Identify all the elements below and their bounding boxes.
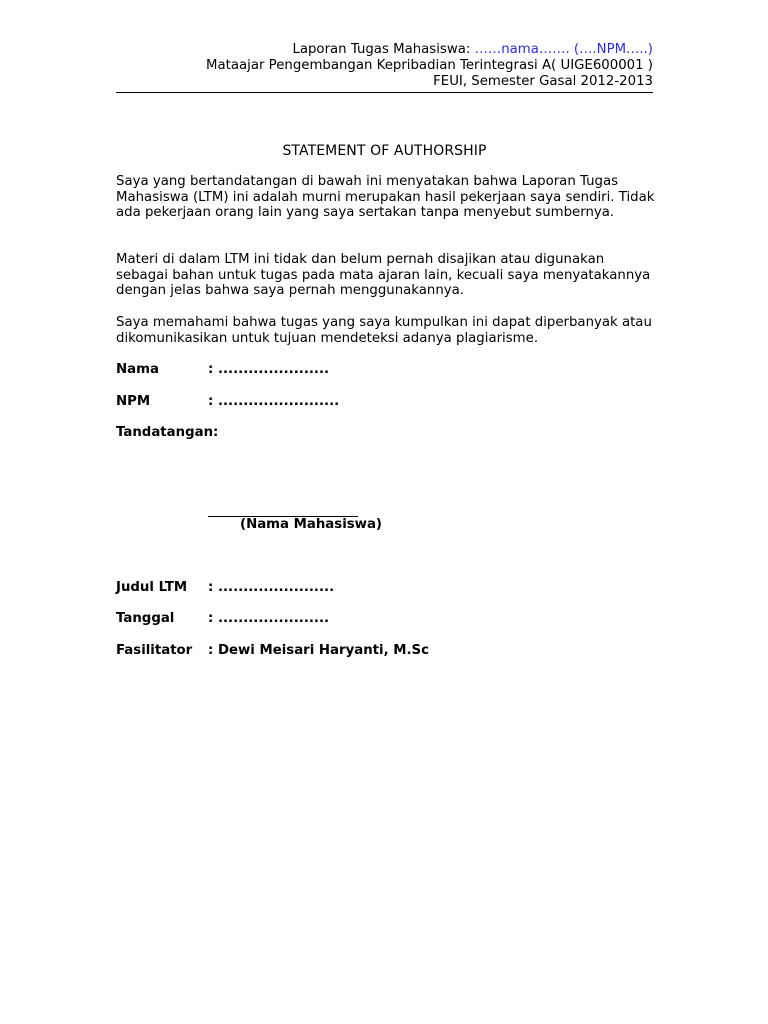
header-report-label: Laporan Tugas Mahasiswa: (292, 42, 475, 57)
field-fasilitator (116, 643, 429, 659)
field-judul-label: Judul LTM (116, 580, 188, 595)
paragraph-originality: Saya yang bertandatangan di bawah ini menyatakan bahwa Laporan Tugas Mahasiswa (LTM) ini adalah murni merupakan hasil pekerjaan saya sendiri. Tidak ada pekerjaan orang lain yang saya sertakan tanpa menyebut sumbernya. (116, 174, 655, 221)
field-nama-label: Nama (116, 362, 159, 377)
signature-name: (Nama Mahasiswa) (240, 517, 382, 532)
document-title: STATEMENT OF AUTHORSHIP (282, 143, 487, 159)
field-npm-value: : ........................ (208, 394, 340, 409)
header-line-semester: FEUI, Semester Gasal 2012-2013 (433, 74, 653, 89)
field-npm (116, 394, 339, 410)
field-tandatangan-label: Tandatangan: (116, 425, 219, 440)
page-header (116, 42, 653, 90)
field-tanggal-value: : ...................... (208, 611, 330, 626)
field-nama (116, 362, 329, 378)
field-fasilitator-value: : Dewi Meisari Haryanti, M.Sc (208, 643, 430, 658)
header-name-npm: ……nama……. (….NPM…..) (474, 42, 653, 57)
header-line-report (116, 42, 653, 58)
field-fasilitator-label: Fasilitator (116, 643, 193, 658)
field-judul-ltm (116, 580, 334, 596)
paragraph-not-used-elsewhere: Materi di dalam LTM ini tidak dan belum pernah disajikan atau digunakan sebagai bahan untuk tugas pada mata ajaran lain, kecuali saya menyatakannya dengan jelas bahwa saya pernah menggunakannya. (116, 252, 651, 299)
header-divider (116, 92, 653, 93)
paragraph-plagiarism-check: Saya memahami bahwa tugas yang saya kumpulkan ini dapat diperbanyak atau dikomunikasikan untuk tujuan mendeteksi adanya plagiarisme. (116, 315, 652, 346)
header-line-course: Mataajar Pengembangan Kepribadian Terintegrasi A( UIGE600001 ) (206, 58, 653, 73)
field-judul-value: : ....................... (208, 580, 335, 595)
field-tanggal (116, 611, 329, 627)
field-npm-label: NPM (116, 394, 151, 409)
field-tanggal-label: Tanggal (116, 611, 175, 626)
field-nama-value: : ...................... (208, 362, 330, 377)
